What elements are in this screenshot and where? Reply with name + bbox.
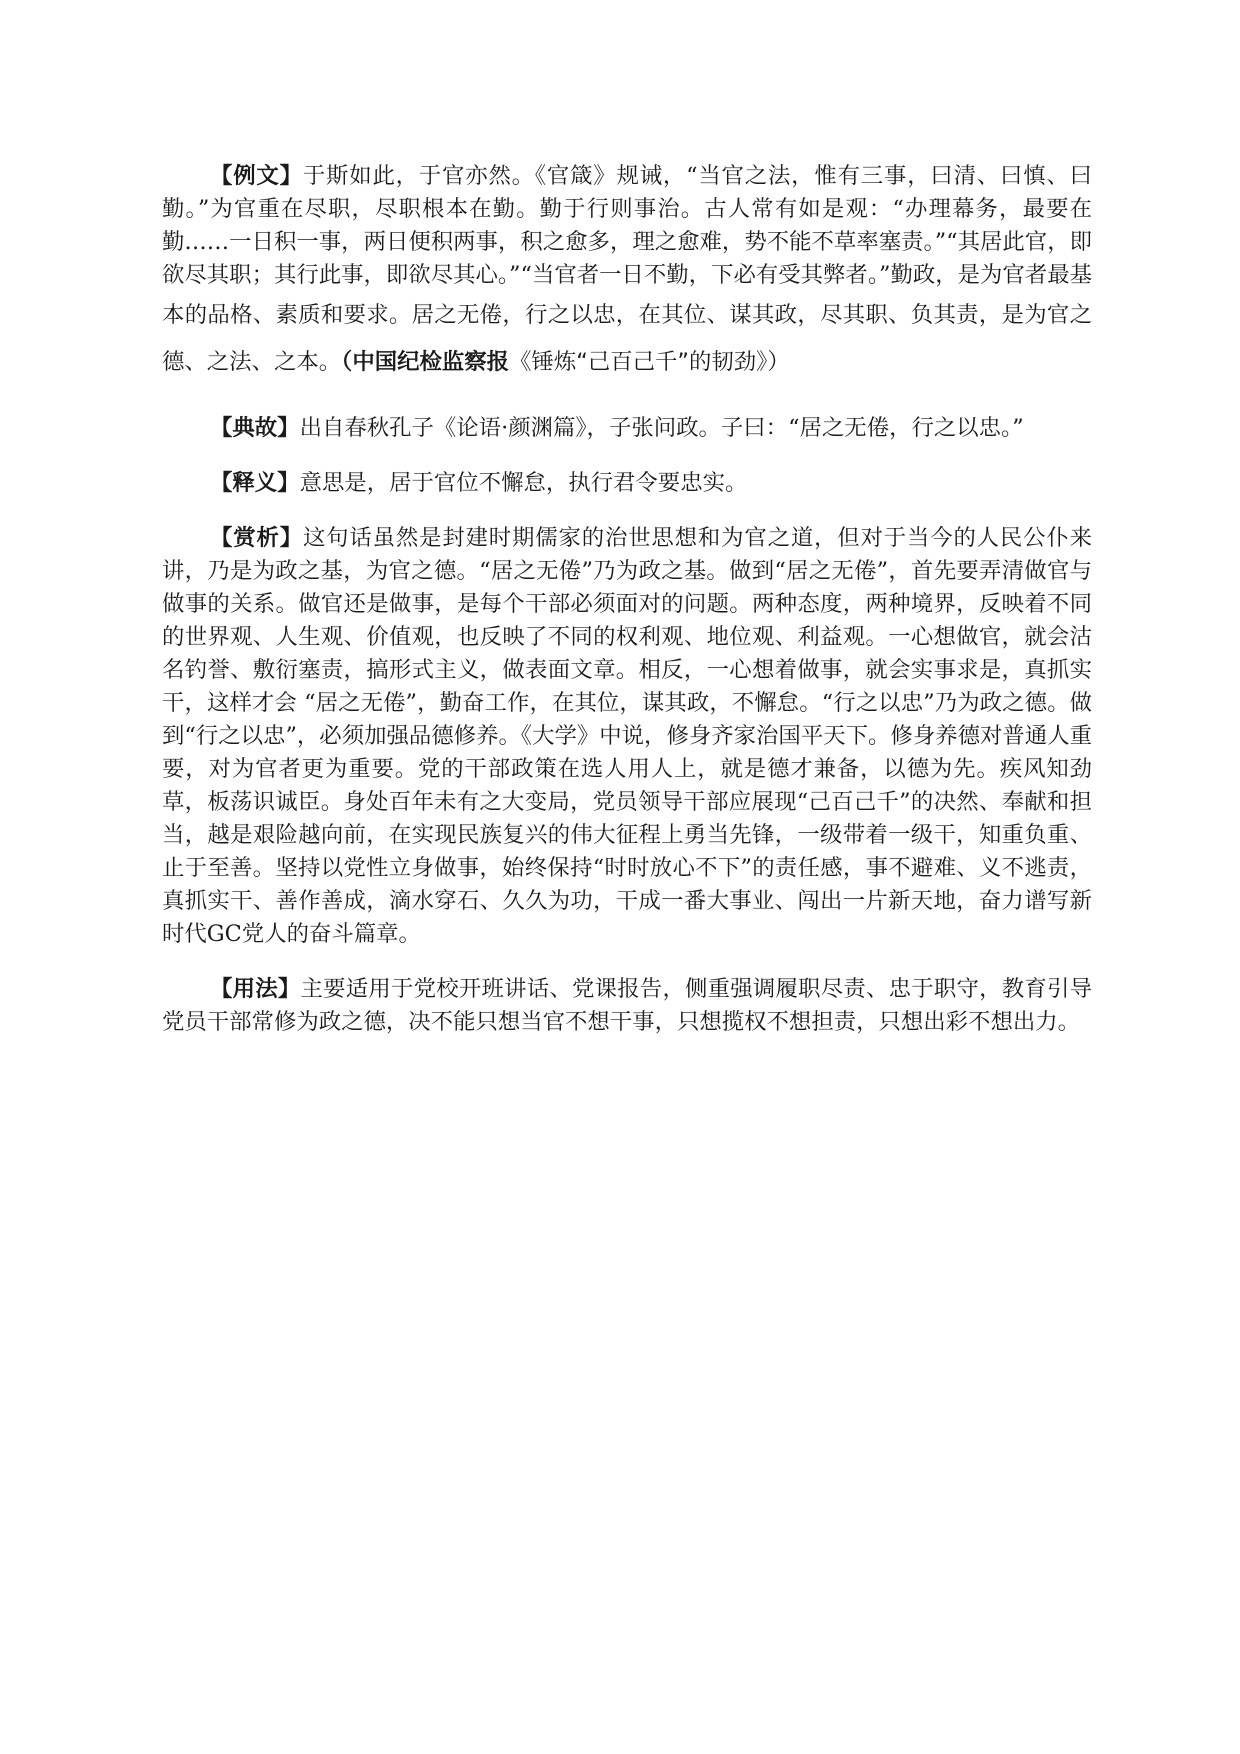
- document-page: [162, 160, 1092, 1061]
- example-source-publication: 中国纪检监察报: [352, 349, 510, 375]
- meaning-body: 意思是，居于官位不懈怠，执行君令要忠实。: [299, 470, 748, 496]
- example-body: 于斯如此，于官亦然。《官箴》规诫，“当官之法，惟有三事，曰清、曰慎、曰勤。”为官重在尽职，尽职根本在勤。勤于行则事治。古人常有如是观：“办理幕务，最要在勤……一日积一事，两日便积两事，积之愈多，理之愈难，势不能不草率塞责。”“其居此官，即欲尽其职；其行此事，即欲尽其心。”“当官者一日不勤，下必有受其弊者。”勤政，是为官者最基本的品格、素质和要求。居之无倦，: [162, 163, 1093, 328]
- example-paragraph: [162, 160, 1092, 386]
- example-source-title: 《锤炼“己百己千”的韧劲》: [509, 349, 768, 375]
- analysis-body: 这句话虽然是封建时期儒家的治世思想和为官之道，但对于当今的人民公仆来讲，乃是为政之基，为官之德。“居之无倦”乃为政之基。做到“居之无倦”，首先要弄清做官与做事的关系。做官还是做事，是每个干部必须面对的问题。两种态度，两种境界，反映着不同的世界观、人生观、价值观，也反映了不同的权利观、地位观、利益观。一心想做官，就会沽名钓誉、敷衍塞责，搞形式主义，做表面文章。相反，一心想着做事，就会实事求是，真抓实干，这样才会 “居之无倦”，勤奋工作，在其位，谋其政，不懈怠。“行之以忠”乃为政之德。做到“行之以忠”，必须加强品德修养。《大学》中说，修身齐家治国平天下。修身养德对普通人重要，对为官者更为重要。党的干部政策在选人用人上，就是德才兼备，以德为先。疾风知劲草，板荡识诚臣。身处百年未有之大变局，党员领导干部应展现“己百己千”的决然、奉献和担当，越是艰险越向前，在实现民族复兴的伟大征程上勇当先锋，一级带着一级干，知重负重、止于至善。坚持以党性立身做事，始终保持“时时放心不下”的责任感，事不避难、义不逃责，真抓实干、善作善成，滴水穿石、久久为功，干成一番大事业、闯出一片新天地，奋力谱写新时代GC党人的奋斗篇章。: [162, 525, 1093, 947]
- example-source-close: ）: [767, 349, 790, 375]
- example-source-open: （: [341, 349, 353, 375]
- meaning-tag: 【释义】: [210, 470, 300, 496]
- analysis-tag: 【赏析】: [210, 525, 303, 551]
- allusion-body: 出自春秋孔子《论语·颜渊篇》，子张问政。子曰：“居之无倦，行之以忠。”: [299, 415, 1024, 441]
- allusion-tag: 【典故】: [210, 415, 300, 441]
- usage-body: 主要适用于党校开班讲话、党课报告，侧重强调履职尽责、忠于职守，教育引导党员干部常修为政之德，决不能只想当官不想干事，只想揽权不想担责，只想出彩不想出力。: [162, 976, 1093, 1035]
- analysis-paragraph: [162, 522, 1092, 951]
- allusion-paragraph: [162, 412, 1092, 445]
- usage-paragraph: [162, 973, 1092, 1039]
- example-tag: 【例文】: [210, 163, 303, 189]
- example-body-tail: 行之以忠，在其位、谋其政，尽其职、负其责，是为官之德、之法、之本。: [162, 302, 1093, 375]
- usage-tag: 【用法】: [210, 976, 301, 1002]
- meaning-paragraph: [162, 467, 1092, 500]
